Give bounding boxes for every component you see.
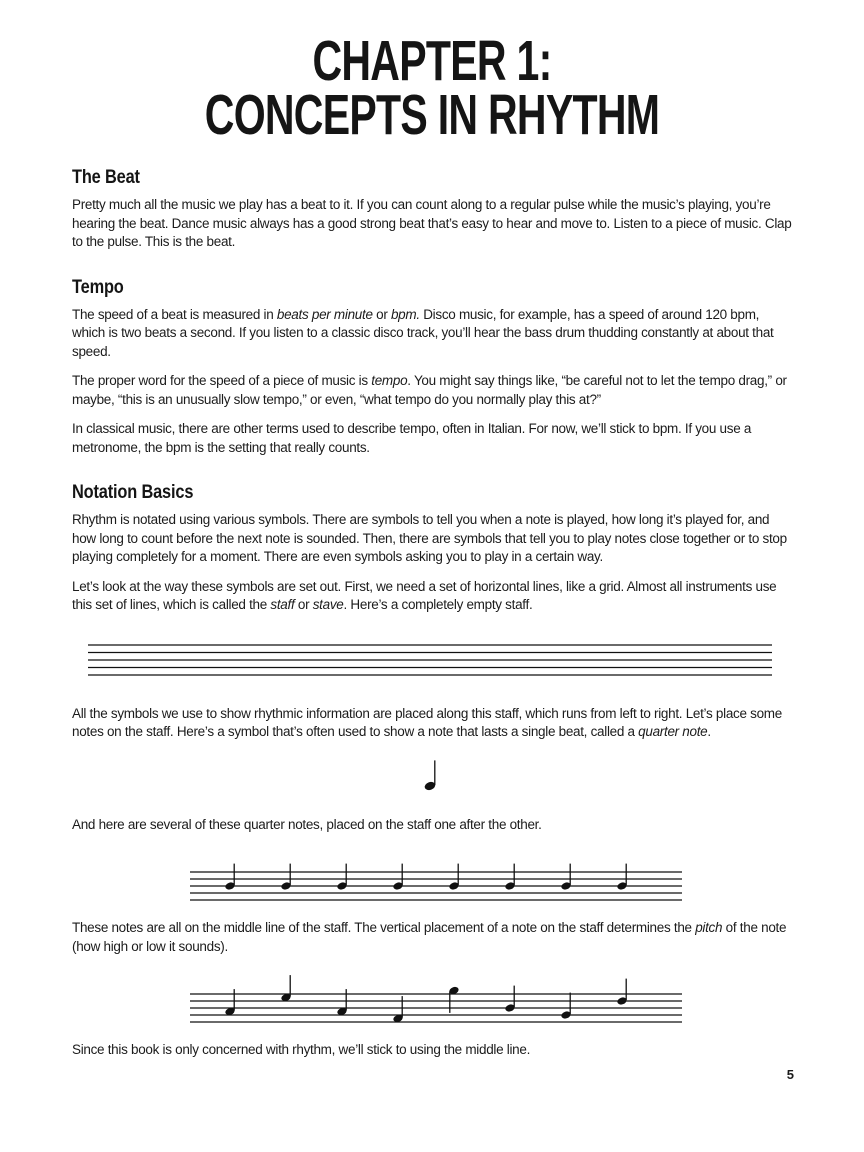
varied-pitch-notes-figure xyxy=(190,967,792,1033)
chapter-title-line-1: CHAPTER 1: xyxy=(312,29,552,93)
section-notation-basics xyxy=(72,481,792,1060)
empty-staff xyxy=(88,641,772,681)
paragraph-notation-1: Rhythm is notated using various symbols. There are symbols to tell you when a note is played, how long it’s played for, and how long to count before the next note is sounded. Then, there are symbols that tell you to play notes close together or to stop playing completely for a moment. There are even symbols asking you to play in a certain way. xyxy=(72,512,787,565)
paragraph-notation-6: Since this book is only concerned with rhythm, we’ll stick to using the middle line. xyxy=(72,1042,531,1058)
paragraph-notation-4: And here are several of these quarter notes, placed on the staff one after the other. xyxy=(72,816,542,832)
section-the-beat xyxy=(72,166,792,252)
section-heading-the-beat: The Beat xyxy=(72,166,140,189)
section-heading-tempo: Tempo xyxy=(72,275,124,298)
paragraph-notation-3: All the symbols we use to show rhythmic information are placed along this staff, which runs from left to right. Let’s place some notes on the staff. Here’s a symbol that’s often used to show a note that lasts a single beat, called a quarter note. xyxy=(72,705,782,740)
quarter-note-figure xyxy=(72,753,792,808)
chapter-title xyxy=(72,29,792,148)
empty-staff-figure xyxy=(88,641,792,681)
section-heading-notation-basics: Notation Basics xyxy=(72,481,194,504)
paragraph-tempo-1: The speed of a beat is measured in beats per minute or bpm. Disco music, for example, has a speed of around 120 bpm, which is two beats a second. If you listen to a classic disco track, you’ll hear the bass drum thudding constantly at about that speed. xyxy=(72,306,774,359)
paragraph-tempo-2: The proper word for the speed of a piece of music is tempo. You might say things like, “be careful not to let the tempo drag,” or maybe, “this is an unusually slow tempo,” or even, “what tempo do you normally play this at?” xyxy=(72,373,787,407)
chapter-title-line-2: CONCEPTS IN RHYTHM xyxy=(204,83,660,148)
page-number: 5 xyxy=(786,1067,794,1082)
quarter-note-symbol xyxy=(410,753,454,803)
paragraph-notation-5: These notes are all on the middle line of the staff. The vertical placement of a note on the staff determines the pitch of the note (how high or low it sounds). xyxy=(72,920,787,954)
staff-quarter-notes-middle-line xyxy=(190,845,682,911)
paragraph-notation-2: Let’s look at the way these symbols are set out. First, we need a set of horizontal lines, like a grid. Almost all instruments use this set of lines, which is called the staff or stave. Here’s a completely empty staff. xyxy=(72,578,777,613)
paragraph-beat-1: Pretty much all the music we play has a beat to it. If you can count along to a regular pulse while the music’s playing, you’re hearing the beat. Dance music always has a good strong beat that’s easy to hear and move to. Listen to a piece of music. Clap to the pulse. This is the beat. xyxy=(72,197,792,250)
paragraph-tempo-3: In classical music, there are other terms used to describe tempo, often in Italian. For now, we’ll stick to bpm. If you use a metronome, the bpm is the setting that really counts. xyxy=(72,421,752,455)
section-tempo xyxy=(72,276,792,458)
middle-line-notes-figure xyxy=(190,845,792,911)
staff-quarter-notes-varied-pitch xyxy=(190,967,682,1033)
